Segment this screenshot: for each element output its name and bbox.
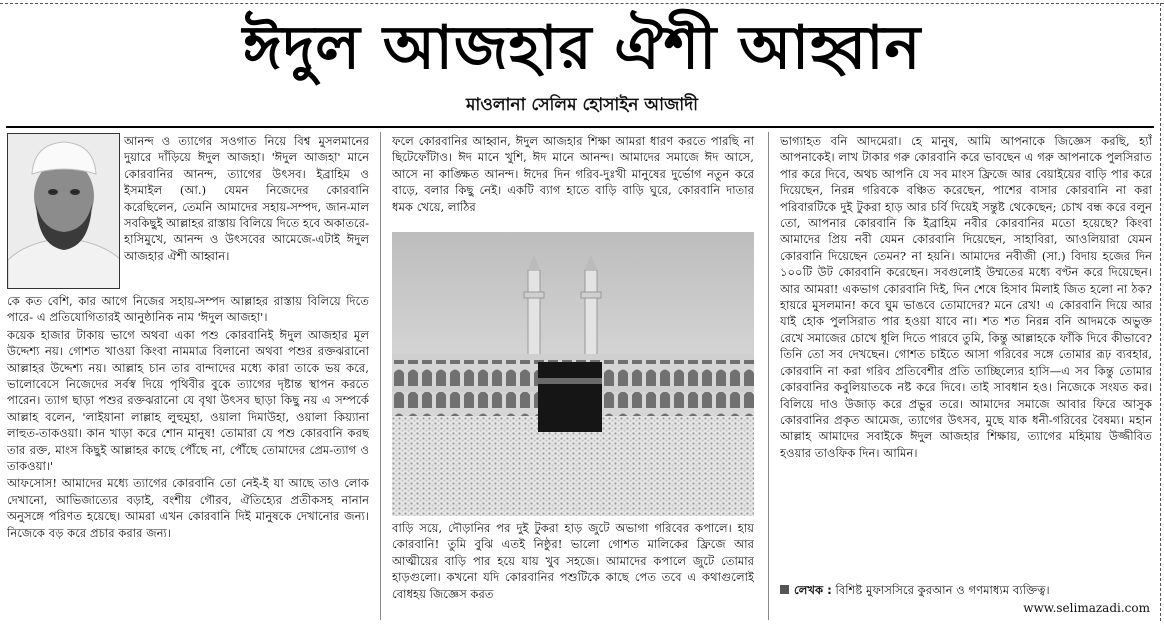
- header-rule: [6, 126, 1154, 128]
- column-3: [780, 133, 1152, 580]
- paragraph: কয়েক হাজার টাকায় ভাগে অথবা একা পশু কোরবানিই ঈদুল আজহার মূল উদ্দেশ্য নয়। গোশত খাওয়া কিংবা নামমাত্র বিলানো অথবা পশুর রক্তঝরানো আল্লাহর উদ্দেশ্য নয়। আল্লাহ চান তার বান্দাদের মধ্যে কারা তাকে ভয় করে, ভালোবেসে নিজেদের সর্বস্ব দিয়ে পৃথিবীর বুকে ত্যাগের দৃষ্টান্ত স্থাপন করতে পারেন। ত্যাগ ছাড়া পশুর রক্তঝরানো যে বৃথা উৎসব ছাড়া কিছু নয় এ সম্পর্কে আল্লাহ বলেন, 'লাইয়ানা লাল্লাহ লুহুমুহা, ওয়ালা দিমাউহা, ওয়ালা কিয়্যানা লাহুত-তাকওয়া। কান খাড়া করে শোন মানুষ! তোমারা যে পশু কোরবানি করছ তার রক্ত, মাংস কিছুই আল্লাহর কাছে পৌঁছে না, পৌঁছে তোমাদের প্রেম-ত্যাগ ও তাকওয়া।': [7, 327, 369, 474]
- author-portrait-image: [8, 134, 120, 289]
- column-1-top: [124, 133, 369, 293]
- bullet-square-icon: [780, 585, 789, 594]
- article-byline: মাওলানা সেলিম হোসাইন আজাদী: [465, 95, 699, 115]
- author-note: [780, 582, 1152, 598]
- author-label: লেখক :: [794, 583, 832, 597]
- website-link[interactable]: www.selimazadi.com: [1023, 601, 1150, 615]
- kaaba-image: [392, 232, 754, 516]
- column-2-bottom: [392, 520, 754, 618]
- paragraph: ফলে কোরবানির আহ্বান, ঈদুল আজহার শিক্ষা আমরা ধারণ করতে পারছি না ছিটেফোঁটাও। ঈদ মানে খুশি, ঈদ মানে আনন্দ। আমাদের সমাজে ঈদ আসে, আসে না কাঙ্ক্ষিত আনন্দ। ঈদের দিন গরিব-দুঃখী মানুষের দুর্ভোগ নতুন করে বাড়ে, বলার কিছু নেই। একটি ব্যাগ হাতে বাড়ি বাড়ি ঘুরে, কোরবানি দাতার ধমক খেয়ে, লাঠির: [392, 134, 754, 214]
- paragraph: কে কত বেশি, কার আগে নিজের সহায়-সম্পদ আল্লাহর রাস্তায় বিলিয়ে দিতে পারে- এ প্রতিযোগিতারই আনুষ্ঠানিক নাম 'ঈদুল আজহা'।: [7, 294, 369, 325]
- article-headline: ঈদুল আজহার ঐশী আহ্বান: [242, 13, 922, 83]
- column-divider: [380, 132, 381, 620]
- column-2-top: [392, 133, 754, 230]
- author-description: বিশিষ্ট মুফাসসিরে কুরআন ও গণমাধ্যম ব্যক্তিত্ব।: [835, 583, 1050, 597]
- paragraph: ভাগ্যাহত বনি আদমেরা। হে মানুষ, আমি আপনাকে জিজ্ঞেস করছি, হ্যাঁ আপনাকেই। লাখ টাকার গরু কোরবানি করে ভাবছেন এ গরু আপনাকে পুলসিরাত পার করে দিবে, অথচ আপনি যে সব মাংস ফ্রিজে আর বেয়াইয়ের বাড়ি পার করে দিয়েছেন, নিরন্ন গরিবকে বঞ্চিত করেছেন, পাশের বাসার কোরবানি না করা পরিবারটিকে দুই টুকরা হাড় আর চর্বি দিয়েই সন্তুষ্ট থেকেছেন; চোখ বন্ধ করে বলুন তো, আপনার কোরবানি কি ইব্রাহিম নবীর কোরবানির মতো হয়েছে? কিংবা আমাদের প্রিয় নবী যেমন কোরবানি দিয়েছেন, সাহাবিরা, আওলিয়ারা যেমন কোরবানি দিয়েছেন তেমন? না হয়নি। আমাদের নবীজী (সা.) বিদায় হজের দিন ১০০টি উট কোরবানি করেছেন। সবগুলোই উম্মতের মধ্যে বণ্টন করে দিয়েছেন। আর আমরা! একভাগ কোরবানি দিই, দিন শেষে হিসাব মিলাই জিত হলো না ঠক? হায়রে মুসলমান! কবে ঘুম ভাঙবে তোমাদের? মনে রেখ! এ কোরবানি দিয়ে আর যাই হোক পুলসিরাত পার হওয়া যাবে না। শত শত নিরন্ন বনি আদমকে অভুক্ত রেখে সমাজের চোখে ধূলি দিতে পারবে তুমি, কিন্তু আল্লাহকে ফাঁকি দিবে কীভাবে? তিনি তো সব দেখছেন। গোশত চাইতে আসা গরিবের সঙ্গে তোমার রূঢ় ব্যবহার, কোরবানি না করা গরিব প্রতিবেশীর প্রতি তাচ্ছিল্যের হাসি—এ সব কিন্তু তোমার কোরবানির কবুলিয়াতকে নষ্ট করে দিবে। তাই সাবধান হও। নিজেকে সংযত কর। বিলিয়ে দাও উজাড় করে প্রভুর তরে। আমাদের সমাজে আবার ফিরে আসুক কোরবানির প্রকৃত আমেজ, ত্যাগের উৎসব, মুছে যাক ধনী-গরিবের বৈষম্য। মহান আল্লাহ আমাদের সবাইকে ঈদুল আজহার শিক্ষায়, ত্যাগের মহিমায় উজ্জীবিত হওয়ার তাওফিক দিন। আমিন।: [780, 134, 1152, 460]
- column-1-body: [7, 293, 369, 618]
- paragraph: আফসোস! আমাদের মধ্যে ত্যাগের কোরবানি তো নেই-ই যা আছে তাও লোক দেখানো, আভিজাত্যের বড়াই, বংশীয় গৌরব, ঐতিহ্যের প্রতীকসহ নানান অনুসঙ্গে পরিণত হয়েছে। আমরা এখন কোরবানি দিই মানুষকে দেখানোর জন্য। নিজেকে বড় করে প্রচার করার জন্য।: [7, 476, 369, 540]
- column-divider: [768, 132, 769, 620]
- cut-line-top: [0, 3, 1164, 4]
- paragraph: বাড়ি সয়ে, দৌড়ানির পর দুই টুকরা হাড় জুটে অভাগা গরিবের কপালে। হায় কোরবানি! তুমি বুঝি এতই নিষ্ঠুর! ভালো গোশত মালিকের ফ্রিজে আর আত্মীয়ের বাড়ি পার হয়ে যায় খুব সহজে। আমাদের কপালে জুটে তোমার হাড়গুলো। কখনো যদি কোরবানির পশুটিকে কাছে পেত তবে এ কথাগুলোই বোধহয় জিজ্ঞেস করত: [392, 521, 754, 601]
- paragraph: আনন্দ ও ত্যাগের সওগাত নিয়ে বিশ্ব মুসলমানের দুয়ারে দাঁড়িয়ে ঈদুল আজহা। 'ঈদুল আজহা' মানে কোরবানির আনন্দ, ত্যাগের উৎসব। ইব্রাহিম ও ইসমাইল (আ.) যেমন নিজেদের কোরবানি করেছিলেন, তেমনি আমাদের সহায়-সম্পদ, জান-মাল সবকিছুই আল্লাহর রাস্তায় বিলিয়ে দিতে হবে অকাতরে-হাসিমুখে, আনন্দ ও উৎসবের আমেজে-এটাই ঈদুল আজহার ঐশী আহ্বান।: [124, 134, 369, 263]
- author-photo: [7, 133, 120, 289]
- kaaba-photo: [392, 232, 754, 516]
